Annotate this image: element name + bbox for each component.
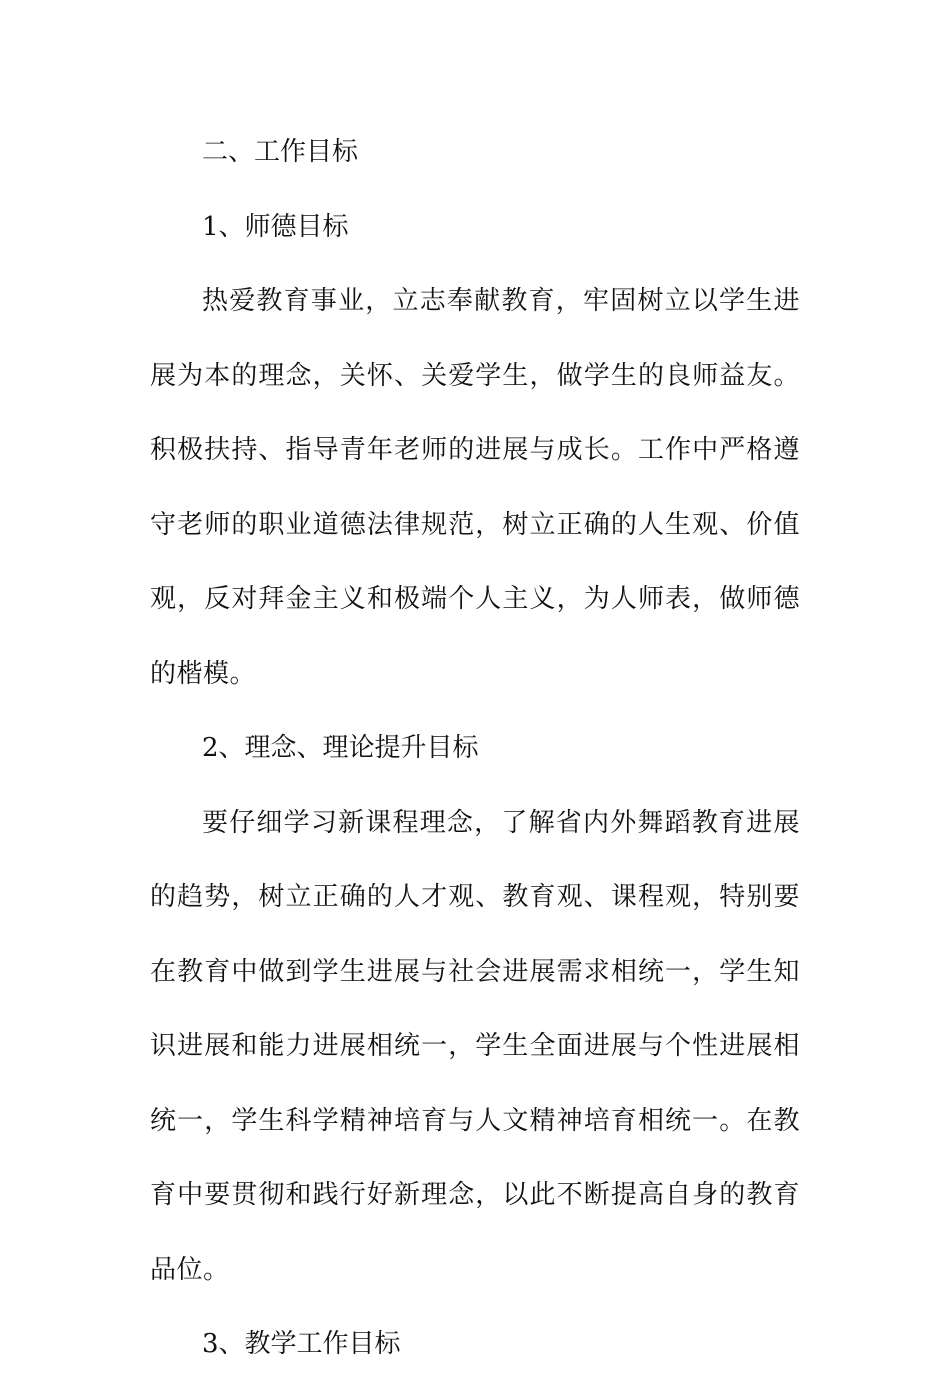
subheading-teaching-goals: 3、教学工作目标	[202, 1329, 401, 1359]
section-title: 二、工作目标	[202, 137, 359, 167]
document-body	[150, 115, 800, 1382]
subheading-theory-improvement: 2、理念、理论提升目标	[202, 733, 479, 763]
paragraph-teacher-ethics: 热爱教育事业，立志奉献教育，牢固树立以学生进展为本的理念，关怀、关爱学生，做学生的良师益友。积极扶持、指导青年老师的进展与成长。工作中严格遵守老师的职业道德法律规范，树立正确的人生观、价值观，反对拜金主义和极端个人主义，为人师表，做师德的楷模。	[150, 286, 800, 689]
paragraph-theory-improvement: 要仔细学习新课程理念，了解省内外舞蹈教育进展的趋势，树立正确的人才观、教育观、课程观，特别要在教育中做到学生进展与社会进展需求相统一，学生知识进展和能力进展相统一，学生全面进展与个性进展相统一，学生科学精神培育与人文精神培育相统一。在教育中要贯彻和践行好新理念，以此不断提高自身的教育品位。	[150, 807, 800, 1285]
subheading-teacher-ethics: 1、师德目标	[202, 211, 349, 242]
